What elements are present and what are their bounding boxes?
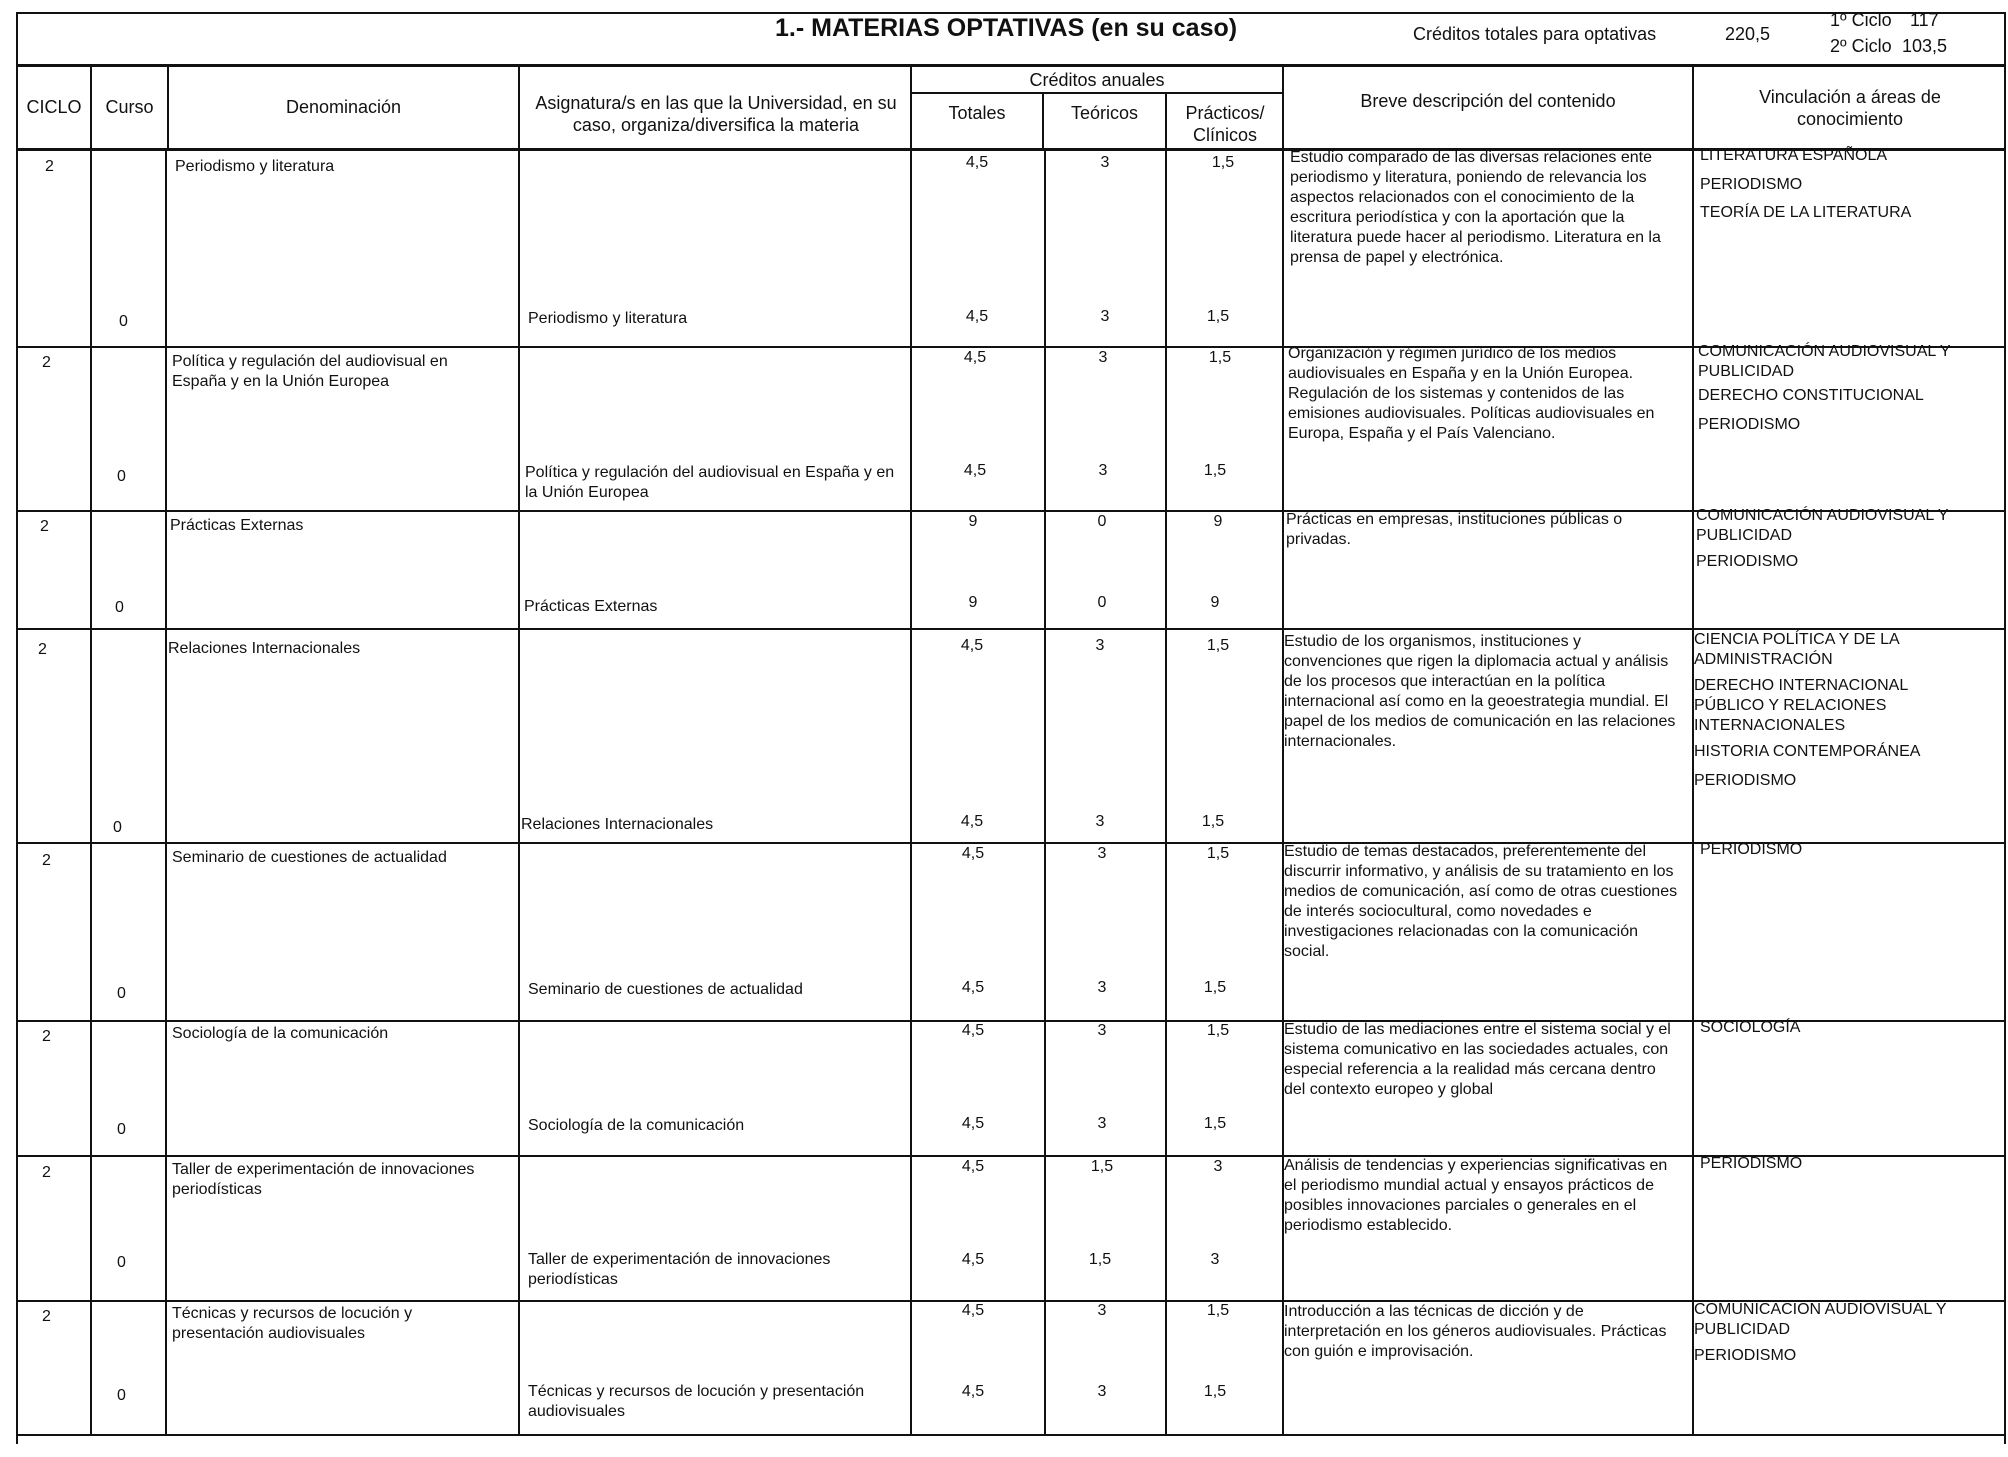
ciclo-cell: 2 bbox=[38, 641, 47, 658]
totales-cell: 4,5 bbox=[961, 1158, 985, 1175]
ciclo1-label: 1º Ciclo bbox=[1830, 10, 1892, 30]
creditos-label: Créditos totales para optativas bbox=[1413, 24, 1657, 44]
denominacion-cell: Técnicas y recursos de locución y presentación audiovisuales bbox=[172, 1305, 413, 1342]
descripcion-cell: Análisis de tendencias y experiencias significativas en el periodismo mundial actual y ensayos prácticos de posibles innovaciones parciales o generales en el periodismo establecido. bbox=[1284, 1157, 1668, 1234]
asig-practicos-cell: 3 bbox=[1210, 1251, 1220, 1268]
area-item: PERIODISMO bbox=[1700, 1155, 1803, 1172]
curso-cell: 0 bbox=[117, 1121, 126, 1138]
col-asignatura-header: Asignatura/s en las que la Universidad, en su caso, organiza/diversifica la materia bbox=[535, 93, 897, 135]
asig-totales-cell: 4,5 bbox=[961, 1383, 985, 1400]
ciclo2-label: 2º Ciclo bbox=[1830, 36, 1892, 56]
ciclo-cell: 2 bbox=[42, 354, 51, 371]
curso-cell: 0 bbox=[113, 819, 122, 836]
area-item: PERIODISMO bbox=[1696, 553, 1799, 570]
ciclo-cell: 2 bbox=[40, 518, 49, 535]
practicos-cell: 1,5 bbox=[1206, 845, 1230, 862]
asig-practicos-cell: 1,5 bbox=[1206, 308, 1230, 325]
descripcion-cell: Estudio de las mediaciones entre el sistema social y el sistema comunicativo en las sociedades actuales, con especial referencia a la realidad más cercana dentro del contexto europeo y global bbox=[1284, 1021, 1671, 1098]
teoricos-cell: 0 bbox=[1097, 513, 1107, 530]
col-denominacion-header: Denominación bbox=[285, 97, 402, 117]
curso-cell: 0 bbox=[117, 985, 126, 1002]
descripcion-cell: Prácticas en empresas, instituciones públicas o privadas. bbox=[1286, 511, 1623, 548]
area-item: PERIODISMO bbox=[1700, 176, 1803, 193]
descripcion-cell: Organización y régimen jurídico de los medios audiovisuales en España y en la Unión Europea. Regulación de los sistemas y contenidos de las emisiones audiovisuales. Políticas audiovisuales en Europa, España y el País Valenciano. bbox=[1288, 345, 1655, 442]
asig-totales-cell: 4,5 bbox=[963, 462, 987, 479]
asig-practicos-cell: 1,5 bbox=[1203, 979, 1227, 996]
creditos-total: 220,5 bbox=[1725, 24, 1771, 44]
ciclo1-value: 117 bbox=[1910, 10, 1939, 30]
ciclo-cell: 2 bbox=[42, 1164, 51, 1181]
denominacion-cell: Relaciones Internacionales bbox=[168, 640, 361, 657]
totales-cell: 4,5 bbox=[960, 637, 984, 654]
area-item: LITERATURA ESPAÑOLA bbox=[1700, 147, 1888, 164]
asig-practicos-cell: 1,5 bbox=[1203, 462, 1227, 479]
page-title: 1.- MATERIAS OPTATIVAS (en su caso) bbox=[775, 14, 1238, 42]
curso-cell: 0 bbox=[119, 313, 128, 330]
denominacion-cell: Periodismo y literatura bbox=[175, 158, 335, 175]
teoricos-cell: 3 bbox=[1097, 845, 1107, 862]
asig-teoricos-cell: 3 bbox=[1097, 1383, 1107, 1400]
col-descripcion-header: Breve descripción del contenido bbox=[1360, 91, 1616, 111]
area-item: SOCIOLOGÍA bbox=[1700, 1019, 1801, 1036]
asig-teoricos-cell: 3 bbox=[1100, 308, 1110, 325]
area-item: PERIODISMO bbox=[1700, 841, 1803, 858]
totales-cell: 4,5 bbox=[961, 1022, 985, 1039]
asig-practicos-cell: 1,5 bbox=[1203, 1383, 1227, 1400]
practicos-cell: 3 bbox=[1213, 1158, 1223, 1175]
asignatura-cell: Relaciones Internacionales bbox=[521, 816, 714, 833]
asignatura-cell: Seminario de cuestiones de actualidad bbox=[528, 981, 803, 998]
ciclo-cell: 2 bbox=[42, 1028, 51, 1045]
totales-cell: 4,5 bbox=[963, 349, 987, 366]
practicos-cell: 1,5 bbox=[1206, 637, 1230, 654]
totales-cell: 9 bbox=[968, 513, 978, 530]
teoricos-cell: 3 bbox=[1097, 1302, 1107, 1319]
teoricos-cell: 3 bbox=[1100, 154, 1110, 171]
curso-cell: 0 bbox=[117, 1387, 126, 1404]
teoricos-cell: 1,5 bbox=[1090, 1158, 1114, 1175]
denominacion-cell: Política y regulación del audiovisual en España y en la Unión Europea bbox=[172, 353, 448, 390]
asignatura-cell: Prácticas Externas bbox=[524, 598, 658, 615]
asig-teoricos-cell: 1,5 bbox=[1088, 1251, 1112, 1268]
teoricos-cell: 3 bbox=[1095, 637, 1105, 654]
asig-teoricos-cell: 3 bbox=[1098, 462, 1108, 479]
ciclo-cell: 2 bbox=[45, 158, 54, 175]
area-item: COMUNICACIÓN AUDIOVISUAL Y PUBLICIDAD bbox=[1696, 507, 1949, 544]
ciclo2-value: 103,5 bbox=[1902, 36, 1948, 56]
area-item: CIENCIA POLÍTICA Y DE LA ADMINISTRACIÓN bbox=[1694, 631, 1899, 668]
practicos-cell: 9 bbox=[1213, 513, 1223, 530]
curso-cell: 0 bbox=[117, 1254, 126, 1271]
area-item: COMUNICACIÓN AUDIOVISUAL Y PUBLICIDAD bbox=[1698, 343, 1951, 380]
asig-totales-cell: 4,5 bbox=[965, 308, 989, 325]
area-item: DERECHO CONSTITUCIONAL bbox=[1698, 387, 1924, 404]
curso-cell: 0 bbox=[115, 599, 124, 616]
denominacion-cell: Sociología de la comunicación bbox=[172, 1025, 389, 1042]
col-vinculacion-header: Vinculación a áreas de conocimiento bbox=[1759, 87, 1941, 129]
col-creditos-header: Créditos anuales bbox=[1029, 70, 1165, 90]
asig-practicos-cell: 1,5 bbox=[1203, 1115, 1227, 1132]
practicos-cell: 1,5 bbox=[1211, 154, 1235, 171]
totales-cell: 4,5 bbox=[961, 1302, 985, 1319]
teoricos-cell: 3 bbox=[1097, 1022, 1107, 1039]
denominacion-cell: Taller de experimentación de innovaciones periodísticas bbox=[172, 1161, 475, 1198]
col-practicos-header: Prácticos/ Clínicos bbox=[1185, 103, 1265, 145]
denominacion-cell: Prácticas Externas bbox=[170, 517, 304, 534]
descripcion-cell: Estudio de temas destacados, preferentemente del discurrir informativo, y análisis de su tratamiento en los medios de comunicación, así como de otras cuestiones de interés sociocultural, como novedades e investigaciones relacionadas con la comunicación social. bbox=[1284, 843, 1678, 960]
asig-practicos-cell: 1,5 bbox=[1201, 813, 1225, 830]
asig-teoricos-cell: 3 bbox=[1097, 979, 1107, 996]
col-ciclo-header: CICLO bbox=[26, 97, 82, 117]
asig-totales-cell: 4,5 bbox=[960, 813, 984, 830]
asignatura-cell: Política y regulación del audiovisual en España y en la Unión Europea bbox=[525, 464, 895, 501]
asig-totales-cell: 9 bbox=[968, 594, 978, 611]
ciclo-cell: 2 bbox=[42, 1308, 51, 1325]
ciclo-cell: 2 bbox=[42, 852, 51, 869]
descripcion-cell: Introducción a las técnicas de dicción y de interpretación en los géneros audiovisuales. Prácticas con guión e improvisación. bbox=[1284, 1303, 1667, 1360]
asig-totales-cell: 4,5 bbox=[961, 1251, 985, 1268]
asig-teoricos-cell: 3 bbox=[1097, 1115, 1107, 1132]
asig-totales-cell: 4,5 bbox=[961, 979, 985, 996]
col-totales-header: Totales bbox=[948, 103, 1006, 123]
asignatura-cell: Técnicas y recursos de locución y presentación audiovisuales bbox=[528, 1383, 865, 1420]
area-item: PERIODISMO bbox=[1694, 772, 1797, 789]
totales-cell: 4,5 bbox=[965, 154, 989, 171]
area-item: TEORÍA DE LA LITERATURA bbox=[1700, 204, 1912, 221]
asig-totales-cell: 4,5 bbox=[961, 1115, 985, 1132]
descripcion-cell: Estudio comparado de las diversas relaciones ente periodismo y literatura, poniendo de relevancia los aspectos relacionados con el conocimiento de la escritura periodística y con la aportación que la literatura puede hacer al periodismo. Literatura en la prensa de papel y electrónica. bbox=[1290, 149, 1661, 266]
practicos-cell: 1,5 bbox=[1206, 1022, 1230, 1039]
asig-practicos-cell: 9 bbox=[1210, 594, 1220, 611]
asignatura-cell: Periodismo y literatura bbox=[528, 310, 688, 327]
col-curso-header: Curso bbox=[105, 97, 154, 117]
area-item: PERIODISMO bbox=[1698, 416, 1801, 433]
area-item: COMUNICACIÓN AUDIOVISUAL Y PUBLICIDAD bbox=[1694, 1301, 1947, 1338]
area-item: DERECHO INTERNACIONAL PÚBLICO Y RELACIONES INTERNACIONALES bbox=[1694, 677, 1908, 734]
area-item: HISTORIA CONTEMPORÁNEA bbox=[1694, 743, 1921, 760]
asignatura-cell: Sociología de la comunicación bbox=[528, 1117, 745, 1134]
totales-cell: 4,5 bbox=[961, 845, 985, 862]
practicos-cell: 1,5 bbox=[1206, 1302, 1230, 1319]
asig-teoricos-cell: 0 bbox=[1097, 594, 1107, 611]
col-teoricos-header: Teóricos bbox=[1070, 103, 1139, 123]
practicos-cell: 1,5 bbox=[1208, 349, 1232, 366]
asig-teoricos-cell: 3 bbox=[1095, 813, 1105, 830]
denominacion-cell: Seminario de cuestiones de actualidad bbox=[172, 849, 447, 866]
area-item: PERIODISMO bbox=[1694, 1347, 1797, 1364]
descripcion-cell: Estudio de los organismos, instituciones y convenciones que rigen la diplomacia actual y análisis de los procesos que interactúan en la política internacional así como en la geoestrategia mundial. El papel de los medios de comunicación en las relaciones internacionales. bbox=[1284, 633, 1676, 750]
teoricos-cell: 3 bbox=[1098, 349, 1108, 366]
asignatura-cell: Taller de experimentación de innovaciones periodísticas bbox=[528, 1251, 831, 1288]
curso-cell: 0 bbox=[117, 468, 126, 485]
